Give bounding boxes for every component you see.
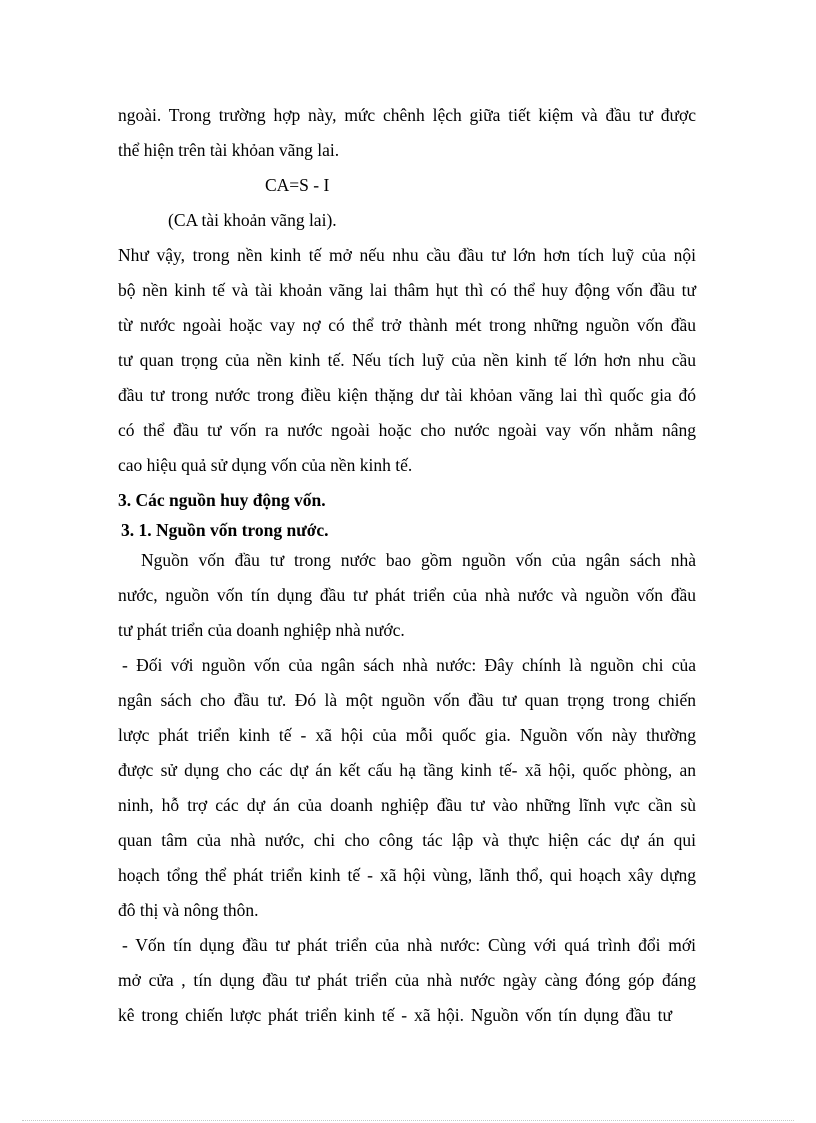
- text-line: thể hiện trên tài khỏan vãng lai.: [118, 140, 340, 160]
- text-line: ngoài. Trong trường hợp này, mức chênh lệch giữa tiết kiệm và đầu tư được: [118, 105, 696, 125]
- text-line: mở cửa , tín dụng đầu tư phát triển của nhà nước ngày càng đóng góp đáng: [118, 970, 696, 990]
- text-line: bộ nền kinh tế và tài khoản vãng lai thâm hụt thì có thể huy động vốn đầu tư: [118, 280, 696, 300]
- text-line: đô thị và nông thôn.: [118, 900, 259, 920]
- text-line: Như vậy, trong nền kinh tế mở nếu nhu cầu đầu tư lớn hơn tích luỹ của nội: [118, 245, 696, 265]
- text-line: hoạch tổng thể phát triển kinh tế - xã hội vùng, lãnh thổ, qui hoạch xây dựng: [118, 865, 696, 885]
- text-line: được sử dụng cho các dự án kết cấu hạ tầng kinh tế- xã hội, quốc phòng, an: [118, 760, 696, 780]
- subsection-heading: 3. 1. Nguồn vốn trong nước.: [121, 520, 329, 540]
- text-line: nước, nguồn vốn tín dụng đầu tư phát triển của nhà nước và nguồn vốn đầu: [118, 585, 696, 605]
- text-line: tư quan trọng của nền kinh tế. Nếu tích luỹ của nền kinh tế lớn hơn nhu cầu: [118, 350, 696, 370]
- text-line: quan tâm của nhà nước, chi cho công tác lập và thực hiện các dự án qui: [118, 830, 696, 850]
- text-line: tư phát triển của doanh nghiệp nhà nước.: [118, 620, 405, 640]
- text-line: lược phát triển kinh tế - xã hội của mỗi quốc gia. Nguồn vốn này thường: [118, 725, 696, 745]
- text-line: kê trong chiến lược phát triển kinh tế - xã hội. Nguồn vốn tín dụng đầu tư: [118, 1005, 672, 1025]
- text-line: từ nước ngoài hoặc vay nợ có thể trở thành mét trong những nguồn vốn đầu: [118, 315, 696, 335]
- text-line: - Đối với nguồn vốn của ngân sách nhà nước: Đây chính là nguồn chi của: [122, 655, 696, 675]
- text-line: Nguồn vốn đầu tư trong nước bao gồm nguồn vốn của ngân sách nhà: [141, 550, 696, 570]
- formula: CA=S - I: [265, 175, 330, 195]
- text-line: - Vốn tín dụng đầu tư phát triển của nhà nước: Cùng với quá trình đổi mới: [122, 935, 696, 955]
- text-line: có thể đầu tư vốn ra nước ngoài hoặc cho nước ngoài vay vốn nhằm nâng: [118, 420, 696, 440]
- text-line: đầu tư trong nước trong điều kiện thặng dư tài khỏan vãng lai thì quốc gia đó: [118, 385, 696, 405]
- formula-note: (CA tài khoản vãng lai).: [168, 210, 337, 230]
- section-heading: 3. Các nguồn huy động vốn.: [118, 490, 326, 510]
- text-line: cao hiệu quả sử dụng vốn của nền kinh tế.: [118, 455, 413, 475]
- text-line: ngân sách cho đầu tư. Đó là một nguồn vốn đầu tư quan trọng trong chiến: [118, 690, 696, 710]
- page-bottom-rule: [22, 1120, 794, 1121]
- text-line: ninh, hỗ trợ các dự án của doanh nghiệp đầu tư vào những lĩnh vực cần sù: [118, 795, 696, 815]
